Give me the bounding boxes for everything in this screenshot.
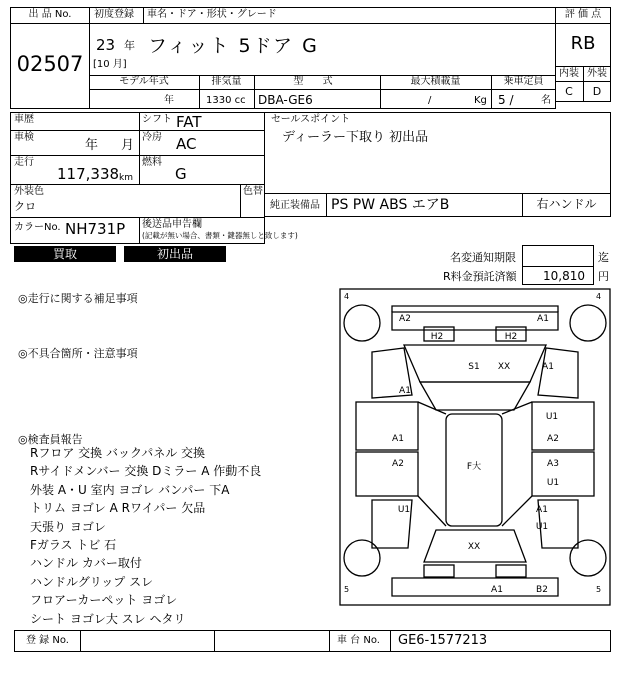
chassis-value: GE6-1577213 — [398, 633, 488, 648]
exterior-label: 外装 — [587, 68, 607, 79]
damage-mark: A1 — [491, 585, 503, 595]
year-unit: 年 — [124, 39, 135, 52]
damage-mark: A1 — [536, 505, 548, 515]
rating-label: 評 価 点 — [564, 9, 602, 20]
defects-title: ◎不具合箇所・注意事項 — [18, 347, 138, 360]
transfer-label: 名変通知期限 — [450, 251, 516, 264]
displacement-label: 排気量 — [211, 76, 242, 87]
displacement-value: 1330 cc — [206, 95, 246, 106]
ac-label: 冷房 — [142, 132, 162, 143]
corner-top-right: 4 — [596, 292, 602, 301]
inspector-line: 天張り ヨゴレ — [30, 519, 106, 534]
history-label: 車歴 — [14, 114, 34, 125]
color-value: クロ — [14, 200, 36, 213]
damage-mark: A1 — [542, 362, 554, 372]
damage-mark: A1 — [537, 314, 549, 324]
load-label: 最大積載量 — [410, 76, 461, 87]
registration-label: 登 録 No. — [26, 635, 69, 646]
sales-points-label: セールスポイント — [271, 114, 351, 125]
month-value: [10 月] — [93, 59, 127, 70]
recycle-label: R料金預託済額 — [443, 270, 517, 283]
model-value: DBA-GE6 — [258, 93, 313, 107]
recycle-value: 10,810 — [543, 269, 585, 283]
aftermarket-label: 後送品申告欄 — [142, 219, 202, 230]
damage-mark: XX — [497, 362, 511, 372]
damage-mark: XX — [467, 542, 481, 552]
inspection-month-unit: 月 — [121, 138, 135, 153]
color-no-label: カラーNo. — [14, 222, 61, 233]
shift-value: FAT — [176, 113, 202, 131]
damage-mark: A2 — [547, 434, 559, 444]
mileage-unit: km — [119, 173, 133, 183]
inspector-line: Fガラス トビ 石 — [30, 538, 117, 552]
inspection-year-unit: 年 — [85, 138, 99, 153]
exterior-grade: D — [592, 85, 602, 98]
first-listing-tag: 初出品 — [124, 246, 226, 262]
driving-notes-title: ◎走行に関する補足事項 — [18, 292, 138, 305]
buy-tag: 買取 — [14, 246, 116, 262]
ac-value: AC — [176, 135, 197, 153]
interior-grade: C — [565, 85, 573, 98]
corner-bottom-right: 5 — [596, 585, 602, 594]
mileage-value: 117,338 — [57, 165, 120, 183]
damage-mark: H2 — [504, 332, 518, 342]
inspector-line: 外装 A・U 室内 ヨゴレ バンパー 下A — [30, 482, 230, 497]
rating-value: RB — [570, 33, 596, 54]
model-year-label: モデル年式 — [119, 76, 169, 87]
lot-number: 02507 — [16, 52, 84, 76]
car-name: フィット 5ドア G — [148, 35, 319, 57]
model-label: 型 式 — [293, 76, 341, 87]
inspector-line: フロアーカーペット ヨゴレ — [30, 593, 178, 608]
wheel-rear-left — [344, 540, 380, 576]
sales-points-text: ディーラー下取り 初出品 — [282, 130, 429, 145]
damage-mark: S1 — [468, 362, 480, 372]
shift-label: シフト — [142, 114, 172, 125]
inspector-line: Rサイドメンバー 交換 Dミラー A 作動不良 — [30, 464, 262, 479]
mileage-label: 走行 — [14, 157, 34, 168]
corner-bottom-left: 5 — [344, 585, 350, 594]
damage-mark: A1 — [392, 434, 404, 444]
inspector-line: ハンドル カバー取付 — [30, 556, 142, 571]
inspector-line: ハンドルグリップ スレ — [30, 574, 154, 589]
fuel-label: 燃料 — [142, 157, 162, 168]
damage-mark: A1 — [399, 386, 411, 396]
equipment-label: 純正装備品 — [270, 200, 320, 211]
first-reg-label: 初度登録 — [94, 9, 134, 20]
damage-mark: B2 — [536, 585, 548, 595]
damage-diagram — [338, 287, 612, 607]
capacity-unit: 名 — [541, 95, 551, 106]
capacity-value: 5 / — [498, 93, 514, 107]
aftermarket-note: (記載が無い場合、書類・鍵器無しと致します) — [142, 231, 298, 240]
chassis-label: 車 台 No. — [337, 635, 380, 646]
model-year-unit: 年 — [164, 95, 174, 106]
wheel-front-right — [570, 305, 606, 341]
fuel-value: G — [175, 165, 187, 183]
wheel-rear-right — [570, 540, 606, 576]
color-no-value: NH731P — [65, 220, 126, 238]
load-separator: / — [428, 95, 432, 106]
capacity-label: 乗車定員 — [503, 76, 544, 87]
damage-mark: A3 — [547, 459, 559, 469]
interior-label: 内装 — [559, 68, 579, 79]
damage-mark: U1 — [546, 478, 560, 488]
wheel-front-left — [344, 305, 380, 341]
damage-mark: U1 — [535, 522, 549, 532]
transfer-box — [522, 245, 594, 267]
equipment-value: PS PW ABS エアB — [331, 197, 450, 213]
inspector-line: シート ヨゴレ大 スレ ヘタリ — [30, 611, 186, 626]
steering-value: 右ハンドル — [536, 197, 597, 211]
recycle-unit: 円 — [598, 270, 609, 283]
load-unit: Kg — [474, 95, 487, 106]
inspector-title: ◎検査員報告 — [18, 433, 83, 446]
color-label: 外装色 — [14, 186, 44, 197]
inspector-line: トリム ヨゴレ A Rワイパー 欠品 — [30, 501, 206, 516]
lot-label: 出 品 No. — [28, 9, 72, 20]
damage-mark: A2 — [399, 314, 411, 324]
damage-mark: F大 — [466, 462, 482, 472]
color-change-label: 色替 — [243, 186, 263, 197]
transfer-unit: 迄 — [598, 251, 609, 264]
inspection-label: 車検 — [14, 132, 34, 143]
year-value: 23 — [96, 36, 116, 54]
corner-top-left: 4 — [344, 292, 350, 301]
damage-mark: U1 — [397, 505, 411, 515]
damage-mark: A2 — [392, 459, 404, 469]
damage-marks — [392, 314, 559, 595]
inspector-line: Rフロア 交換 バックパネル 交換 — [30, 446, 206, 460]
damage-mark: U1 — [545, 412, 559, 422]
damage-mark: H2 — [430, 332, 444, 342]
car-name-label: 車名・ドア・形状・グレード — [147, 9, 277, 20]
